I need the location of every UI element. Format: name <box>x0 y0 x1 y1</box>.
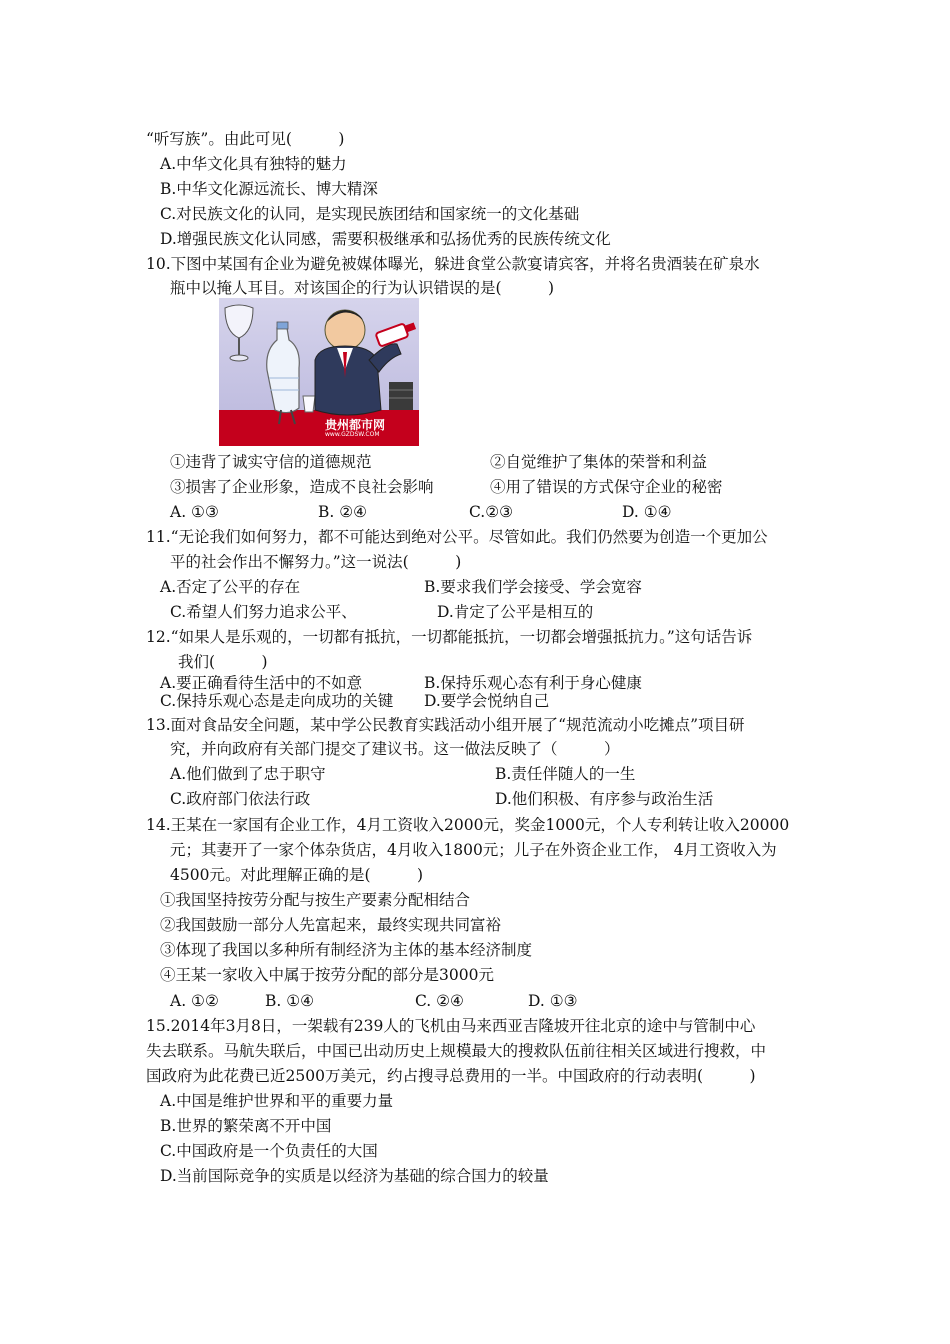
q10-item-2: ②自觉维护了集体的荣誉和利益 <box>490 453 708 471</box>
q15-stem-line3: 国政府为此花费已近2500万美元，约占搜寻总费用的一半。中国政府的行动表明( ) <box>146 1067 756 1085</box>
q10-stem-line2: 瓶中以掩人耳目。对该国企的行为认识错误的是( ) <box>170 279 555 297</box>
q14-stem-line2: 元；其妻开了一家个体杂货店，4月收入1800元；儿子在外资企业工作， 4月工资收入为 <box>170 841 777 859</box>
q10-choice-d: D. ①④ <box>622 503 672 521</box>
q10-stem-line1: 10.下图中某国有企业为避免被媒体曝光，躲进食堂公款宴请宾客，并将名贵酒装在矿泉水 <box>146 255 760 273</box>
q14-item-4: ④王某一家收入中属于按劳分配的部分是3000元 <box>160 966 494 984</box>
q15-stem-line2: 失去联系。马航失联后，中国已出动历史上规模最大的搜救队伍前往相关区域进行搜救，中 <box>146 1042 767 1060</box>
q14-stem-line3: 4500元。对此理解正确的是( ) <box>170 866 424 884</box>
q15-option-d: D.当前国际竞争的实质是以经济为基础的综合国力的较量 <box>160 1167 549 1185</box>
q12-option-c: C.保持乐观心态是走向成功的关键 <box>160 692 394 710</box>
q12-option-b: B.保持乐观心态有利于身心健康 <box>424 674 642 692</box>
q10-cartoon-image <box>219 298 419 446</box>
q10-choice-b: B. ②④ <box>318 503 368 521</box>
q12-option-a: A.要正确看待生活中的不如意 <box>160 674 363 692</box>
q14-choice-d: D. ①③ <box>528 992 578 1010</box>
q11-option-a: A.否定了公平的存在 <box>160 578 301 596</box>
q9-option-d: D.增强民族文化认同感，需要积极继承和弘扬优秀的民族传统文化 <box>160 230 611 248</box>
q14-stem-line1: 14.王某在一家国有企业工作，4月工资收入2000元，奖金1000元，个人专利转让收入20000 <box>146 816 790 834</box>
q14-choice-b: B. ①④ <box>265 992 315 1010</box>
q9-option-a: A.中华文化具有独特的魅力 <box>160 155 347 173</box>
q13-stem-line1: 13.面对食品安全问题，某中学公民教育实践活动小组开展了“规范流动小吃摊点”项目研 <box>146 716 745 734</box>
q15-option-a: A.中国是维护世界和平的重要力量 <box>160 1092 394 1110</box>
q12-option-d: D.要学会悦纳自己 <box>424 692 550 710</box>
q11-option-b: B.要求我们学会接受、学会宽容 <box>424 578 642 596</box>
q14-choice-c: C. ②④ <box>415 992 464 1010</box>
q12-stem-line2: 我们( ) <box>178 653 268 671</box>
q9-option-c: C.对民族文化的认同，是实现民族团结和国家统一的文化基础 <box>160 205 580 223</box>
q9-stem: “听写族”。由此可见( ) <box>146 130 345 148</box>
q10-choice-c: C.②③ <box>469 503 514 521</box>
cartoon-illustration <box>219 298 419 446</box>
q13-option-d: D.他们积极、有序参与政治生活 <box>495 790 714 808</box>
q13-option-b: B.责任伴随人的一生 <box>495 765 636 783</box>
q14-item-1: ①我国坚持按劳分配与按生产要素分配相结合 <box>160 891 471 909</box>
q9-option-b: B.中华文化源远流长、博大精深 <box>160 180 378 198</box>
q12-stem-line1: 12.“如果人是乐观的，一切都有抵抗，一切都能抵抗，一切都会增强抵抗力。”这句话告诉 <box>146 628 753 646</box>
image-watermark: 贵州都市网 <box>325 418 386 432</box>
q15-option-c: C.中国政府是一个负责任的大国 <box>160 1142 378 1160</box>
q11-stem-line2: 平的社会作出不懈努力。”这一说法( ) <box>170 553 462 571</box>
q11-option-d: D.肯定了公平是相互的 <box>437 603 594 621</box>
q14-item-2: ②我国鼓励一部分人先富起来，最终实现共同富裕 <box>160 916 502 934</box>
q13-option-c: C.政府部门依法行政 <box>170 790 311 808</box>
q13-stem-line2: 究，并向政府有关部门提交了建议书。这一做法反映了（ ） <box>170 740 620 758</box>
q13-option-a: A.他们做到了忠于职守 <box>170 765 326 783</box>
q15-stem-line1: 15.2014年3月8日，一架载有239人的飞机由马来西亚吉隆坡开往北京的途中与管制中心 <box>146 1017 756 1035</box>
q11-stem-line1: 11.“无论我们如何努力，都不可能达到绝对公平。尽管如此。我们仍然要为创造一个更加公 <box>146 528 768 546</box>
q15-option-b: B.世界的繁荣离不开中国 <box>160 1117 332 1135</box>
q10-item-1: ①违背了诚实守信的道德规范 <box>170 453 372 471</box>
q11-option-c: C.希望人们努力追求公平、 <box>170 603 357 621</box>
q10-choice-a: A. ①③ <box>170 503 219 521</box>
q10-item-3: ③损害了企业形象，造成不良社会影响 <box>170 478 434 496</box>
q14-item-3: ③体现了我国以多种所有制经济为主体的基本经济制度 <box>160 941 533 959</box>
q10-item-4: ④用了错误的方式保守企业的秘密 <box>490 478 723 496</box>
q14-choice-a: A. ①② <box>170 992 219 1010</box>
image-watermark-url: www.GZDSW.COM <box>325 431 380 438</box>
